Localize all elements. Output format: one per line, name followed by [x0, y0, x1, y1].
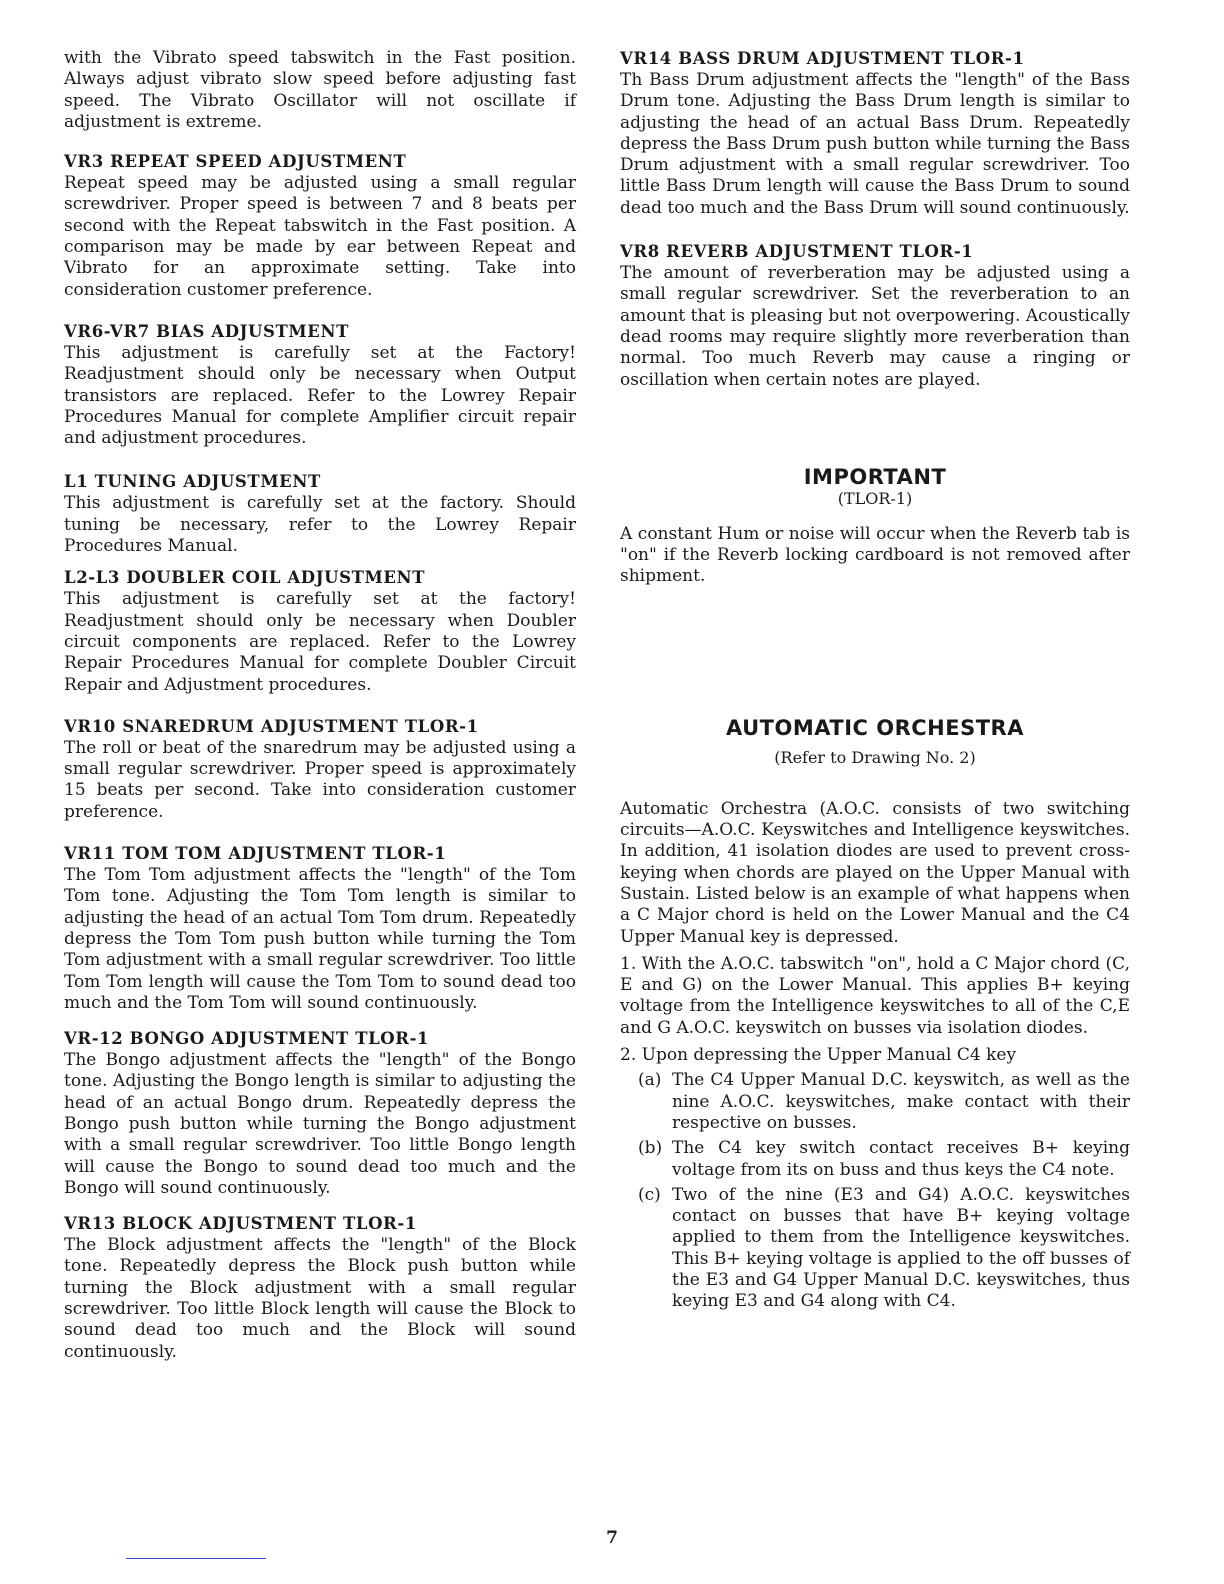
automatic-orchestra-section [620, 716, 1130, 1313]
section-body: The Tom Tom adjustment affects the "length" of the Tom Tom tone. Adjusting the Tom Tom length is similar to adjusting the head of an actual Tom Tom drum. Repeatedly depress the Tom Tom push button while turning the Tom Tom adjustment with a small regular screwdriver. Too little Tom Tom length will cause the Tom Tom to sound dead too much and the Tom Tom will sound continuously. [64, 865, 576, 1013]
left-column [64, 48, 576, 1363]
section-body: Repeat speed may be adjusted using a small regular screwdriver. Proper speed is between 7 and 8 beats per second with the Repeat tabswitch in the Fast position. A comparison may be made by ear between Repeat and Vibrato for an approximate setting. Take into consideration customer preference. [64, 173, 576, 300]
section-heading: L1 TUNING ADJUSTMENT [64, 472, 321, 492]
orchestra-title: AUTOMATIC ORCHESTRA [726, 715, 1024, 740]
important-title: IMPORTANT [803, 464, 947, 489]
section-heading: VR10 SNAREDRUM ADJUSTMENT TLOR-1 [64, 716, 479, 736]
section-heading: VR8 REVERB ADJUSTMENT TLOR-1 [620, 242, 974, 262]
section-l2-l3 [64, 567, 576, 695]
intro-paragraph: with the Vibrato speed tabswitch in the Fast position. Always adjust vibrato slow speed before adjusting fast speed. The Vibrato Oscillator will not oscillate if adjustment is extreme. [64, 48, 576, 132]
section-body: The roll or beat of the snaredrum may be adjusted using a small regular screwdriver. Proper speed is approximately 15 beats per second. Take into consideration customer preference. [64, 737, 576, 822]
section-body: The amount of reverberation may be adjusted using a small regular screwdriver. Set the reverberation to an amount that is pleasing but not overpowering. Acoustically dead rooms may require slightly more reverberation than normal. Too much Reverb may cause a ringing or oscillation when certain notes are played. [620, 263, 1130, 390]
important-body: A constant Hum or noise will occur when the Reverb tab is "on" if the Reverb locking cardboard is not removed after shipment. [620, 523, 1130, 587]
important-subtitle: (TLOR-1) [837, 488, 913, 508]
section-heading: VR6-VR7 BIAS ADJUSTMENT [64, 321, 350, 341]
orchestra-intro: Automatic Orchestra (A.O.C. consists of two switching circuits—A.O.C. Keyswitches and Intelligence keyswitches. In addition, 41 isolation diodes are used to prevent cross-keying when chords are played on the Upper Manual with Sustain. Listed below is an example of what happens when a C Major chord is held on the Lower Manual and the C4 Upper Manual key is depressed. [620, 798, 1130, 947]
section-vr6-vr7 [64, 321, 576, 449]
step-2b-label: (b) [638, 1138, 663, 1159]
step-2a-text: The C4 Upper Manual D.C. keyswitch, as well as the nine A.O.C. keyswitches, make contact with their respective on busses. [672, 1070, 1130, 1133]
section-heading: VR13 BLOCK ADJUSTMENT TLOR-1 [64, 1214, 417, 1234]
section-body: This adjustment is carefully set at the Factory! Readjustment should only be necessary when Output transistors are replaced. Refer to the Lowrey Repair Procedures Manual for complete Amplifier circuit repair and adjustment procedures. [64, 342, 576, 449]
step-2b-text: The C4 key switch contact receives B+ keying voltage from its on buss and thus keys the C4 note. [672, 1138, 1130, 1180]
section-heading: VR3 REPEAT SPEED ADJUSTMENT [64, 152, 407, 172]
step-2c-label: (c) [638, 1184, 661, 1205]
step-2b [620, 1138, 1130, 1181]
section-body: This adjustment is carefully set at the factory! Readjustment should only be necessary when Doubler circuit components are replaced. Refer to the Lowrey Repair Procedures Manual for complete Doubler Circuit Repair and Adjustment procedures. [64, 589, 576, 695]
section-body: The Block adjustment affects the "length" of the Block tone. Repeatedly depress the Block push button while turning the Block adjustment with a small regular screwdriver. Too little Block length will cause the Block to sound dead too much and the Block will sound continuously. [64, 1235, 576, 1362]
section-body: Th Bass Drum adjustment affects the "length" of the Bass Drum tone. Adjusting the Bass Drum length is similar to adjusting the head of an actual Bass Drum. Repeatedly depress the Bass Drum push button while turning the Bass Drum adjustment with a small regular screwdriver. Too little Bass Drum length will cause the Bass Drum to sound dead too much and the Bass Drum will sound continuously. [620, 70, 1130, 218]
section-body: This adjustment is carefully set at the factory. Should tuning be necessary, refer to the Lowrey Repair Procedures Manual. [64, 493, 576, 557]
section-vr12 [64, 1028, 576, 1199]
step-2c-text: Two of the nine (E3 and G4) A.O.C. keyswitches contact on busses that have B+ keying voltage applied to them from the Intelligence keyswitches. This B+ keying voltage is applied to the off busses of the E3 and G4 Upper Manual D.C. keyswitches, thus keying E3 and G4 along with C4. [672, 1184, 1130, 1312]
orchestra-subtitle: (Refer to Drawing No. 2) [774, 747, 976, 767]
section-heading: VR11 TOM TOM ADJUSTMENT TLOR-1 [64, 844, 447, 864]
section-vr14 [620, 48, 1130, 219]
step-2c [620, 1185, 1130, 1313]
section-body: The Bongo adjustment affects the "length" of the Bongo tone. Adjusting the Bongo length is similar to adjusting the head of an actual Bongo drum. Repeatedly depress the Bongo push button while turning the Bongo adjustment with a small regular screwdriver. Too little Bongo length will cause the Bongo to sound dead too much and the Bongo will sound continuously. [64, 1050, 576, 1198]
section-vr11 [64, 843, 576, 1014]
step-2a [620, 1070, 1130, 1134]
section-l1 [64, 471, 576, 557]
section-heading: VR14 BASS DRUM ADJUSTMENT TLOR-1 [620, 49, 1025, 68]
section-vr3 [64, 151, 576, 301]
step-2: 2. Upon depressing the Upper Manual C4 key [620, 1045, 1017, 1066]
right-column [620, 48, 1130, 1313]
page-number: 7 [606, 1528, 618, 1548]
step-2a-label: (a) [638, 1070, 662, 1091]
section-vr8 [620, 241, 1130, 391]
section-vr13 [64, 1213, 576, 1363]
important-notice [620, 465, 1130, 588]
step-1: 1. With the A.O.C. tabswitch "on", hold a C Major chord (C, E and G) on the Lower Manual. This applies B+ keying voltage from the Intelligence keyswitches to all of the C,E and G A.O.C. keyswitch on busses via isolation diodes. [620, 953, 1130, 1038]
section-heading: L2-L3 DOUBLER COIL ADJUSTMENT [64, 568, 426, 588]
section-heading: VR-12 BONGO ADJUSTMENT TLOR-1 [64, 1029, 430, 1049]
footer-rule [126, 1558, 266, 1559]
section-vr10 [64, 716, 576, 823]
